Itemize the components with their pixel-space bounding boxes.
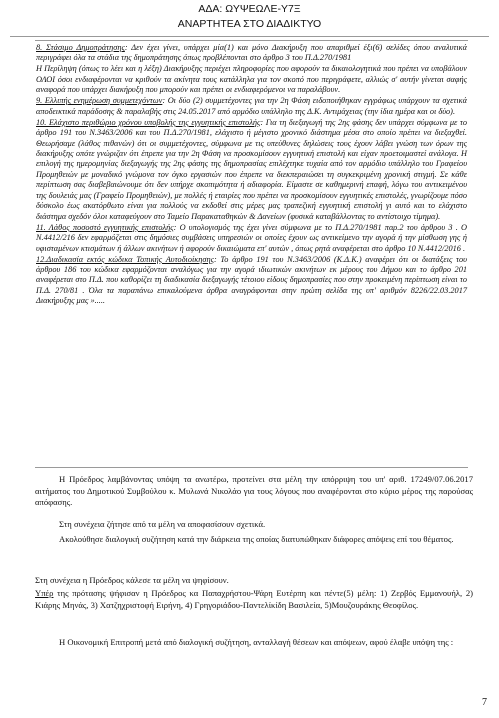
request-decision-paragraph: Στη συνέχεια ζήτησε από τα μέλη να αποφασίσουν σχετικά. — [59, 519, 266, 529]
item-9-text: : Οι δύο (2) συμμετέχοντες για την 2η Φάση ειδοποιήθηκαν εγγράφως υπάρχουν τα σχετικά αποδεικτικά παράδοσης & παραλαβής στις 24.05.2017 από αρμόδιο υπάλληλο της Δ.Κ. Αντιμάχειας (την ίδια ημέρα και οι δύο). — [36, 96, 467, 116]
document-header — [0, 2, 499, 32]
item-12 — [36, 255, 467, 307]
item-8-continuation: Η Περίληψη (όπως το λέει και η λέξη) Διακήρυξης περιέχει πληροφορίες που αφορούν τα δικαιολογητικά που πρέπει να υποβάλουν ΟΛΟΙ όσοι ενδιαφέρονται να κριθούν τα ακίνητα τους κατάλληλα για τον σκοπό που περιγράφετε, αλλιώς σ' αυτήν γίνεται σαφής αναφορά που υπάρχει διακήρυξη που μπορούν και πρέπει οι ενδιαφερόμενοι να παραλάβουν. — [36, 64, 467, 95]
item-10 — [36, 118, 467, 223]
posted-online-label: ΑΝΑΡΤΗΤΕΑ ΣΤΟ ΔΙΑΔΙΚΤΥΟ — [177, 18, 322, 30]
call-to-vote-paragraph: Στη συνέχεια η Πρόεδρος κάλεσε τα μέλη να ψηφίσουν. — [35, 575, 229, 585]
item-8-text: : Δεν έχει γίνει, υπάρχει μία(1) και μόνο Διακήρυξη που απαριθμεί έξι(6) σελίδες όπου αναλυτικά περιγράφει όλα τα στάδια της δημοπράτησης όπως προβλέπονται στο άρθρο 3 του Π.Δ.270/1981 — [36, 43, 467, 63]
item-8 — [36, 43, 467, 64]
header-divider — [10, 36, 489, 37]
item-12-heading: 12.Διαδικασία εκτός κώδικα Τοπικής Αυτοδιοίκησης — [36, 254, 214, 264]
item-10-heading: 10. Ελάχιστο περιθώριο χρόνου υποβολής της εγγυητικής επιστολής — [36, 117, 261, 127]
item-10-text: : Για τη διεξαγωγή της 2ης φάσης δεν υπάρχει σύμφωνα με το άρθρο 191 του Ν.3463/2006 και του Π.Δ.270/1981, ελάχιστο ή μέγιστο χρονικό διάστημα μέσα στο οποίο πρέπει να διεξαχθεί. Θεωρήσαμε (λάθος πιθανών) ότι οι συμμετέχοντες, σύμφωνα με τις υπεύθυνες δηλώσεις τους έχουν λάβει γνώση των όρων της διακήρυξης οπότε γνώριζαν ότι έπρεπε για την 2η Φάση να προσκομίσουν εγγυητική επιστολή και είχαν προετοιμαστεί ανάλογα. Η επιλογή της ημερομηνίας διεξαγωγής της 2ης φάσης της δημοπρασίας επιλέχτηκε τυχαία από τον αρμόδιο υπάλληλο του Γραφείου Προμηθειών με μοναδικό γνώμονα τον όγκο εργασιών που έπρεπε να διεκπεραιώσει τη συγκεκριμένη χρονική στιγμή. Σε κάθε περίπτωση σας διαβεβαιώνουμε ότι δεν υπήρχε σκοπιμότητα ή αδιαφορία. Είμαστε σε καθημερινή επαφή, λόγω του αντικειμένου της δουλειάς μας (Γραφείο Προμηθειών), με πολλές ή εταιρίες που πρέπει να προσκομίσουν εγγυητικές επιστολές, γνωρίζουμε πόσο δύσκολο έως ακατόρθωτο είναι για πολλούς να εκδοθεί στις μέρες μας τραπεζική εγγυητική επιστολή γι αυτό και το ελάχιστο διάστημα σχεδόν όλοι καταφεύγουν στο Ταμείο Παρακαταθηκών & Δανείων (φυσικά καταβάλλοντας το αντίστοιχο τίμημα). — [36, 117, 467, 221]
item-11-heading: 11. Λάθος ποσοστό εγγυητικής επιστολής — [36, 222, 174, 232]
item-11-text: : Ο υπολογισμός της έχει γίνει σύμφωνα με το Π.Δ.270/1981 παρ.2 του άρθρου 3 . Ο Ν.4412/216 δεν εφαρμόζεται στις δημόσιες συμβάσεις υπηρεσιών οι οποίες έχουν ως αντικείμενο την αγορά ή την μίσθωση γης ή υφισταμένων κτισμάτων ή άλλων ακινήτων ή αφορούν δικαιώματα επ' αυτών , όπως ρητά αναφέρεται στο άρθρο 10 Ν.4412/2016 . — [36, 222, 467, 253]
ada-code: ΑΔΑ: ΩΥΨΕΩΛΕ-Υ7Ξ — [198, 3, 301, 15]
item-11 — [36, 223, 467, 254]
committee-paragraph: Η Οικονομική Επιτροπή μετά από διαλογική συζήτηση, ανταλλαγή θέσεων και απόψεων, αφού έλαβε υπόψη της : — [59, 637, 454, 647]
vote-in-favor-label: Υπέρ — [35, 588, 54, 598]
item-8-heading: 8. Στάσιμο Δημοπράτησης — [36, 43, 125, 52]
page-number: 7 — [482, 697, 487, 708]
item-9 — [36, 96, 467, 117]
proposal-paragraph: Η Πρόεδρος λαμβάνοντας υπόψη τα ανωτέρω, προτείνει στα μέλη την απόρριψη του υπ' αριθ. 17249/07.06.2017 αιτήματος του Δημοτικού Συμβούλου κ. Μυλωνά Νικολάο για τους λόγους που αναφέρονται στο κύριο μέρος της παρούσας απόφασης. — [35, 474, 473, 508]
item-12-text: : Το άρθρο 191 του Ν.3463/2006 (Κ.Δ.Κ.) αναφέρει ότι οι διατάξεις του άρθρου 186 του κώδικα εφαρμόζονται αναλόγως για την αγορά ιδιωτικών ακινήτων εκ μέρους του Δήμου και το άρθρο 201 αναφέρεται στο Π.Δ. που καθορίζει τη διαδικασία διεξαγωγής τέτοιου είδους δημοπρασίες που στην προκειμένη περίπτωση είναι το Π.Δ. 270/81 . Όλα τα παραπάνω επικαλούμενα άρθρα αναγράφονται στην πρώτη σελίδα της υπ' αριθμόν 8226/22.03.2017 Διακήρυξης μας »..... — [36, 254, 467, 306]
discussion-paragraph: Ακολούθησε διαλογική συζήτηση κατά την διάρκεια της οποίας διατυπώθηκαν διάφορες απόψεις επί του θέματος. — [59, 534, 454, 544]
vote-result-text: της πρότασης ψήφισαν η Πρόεδρος κα Παπαχρήστου-Ψάρη Ευτέρπη και πέντε(5) μέλη: 1) Ζερβός Εμμανουήλ, 2) Κιάρης Μηνάς, 3) Χατζηχριστοφή Ειρήνη, 4) Γρηγοριάδου-Παντελίκίδη Βασιλεία, 5)Μουζουράκης Θεοφίλος. — [35, 588, 473, 610]
item-9-heading: 9. Ελλιπής ενημέρωση συμμετεχόντων — [36, 96, 163, 106]
quoted-reply-box — [35, 40, 468, 468]
vote-result-paragraph — [35, 588, 473, 611]
